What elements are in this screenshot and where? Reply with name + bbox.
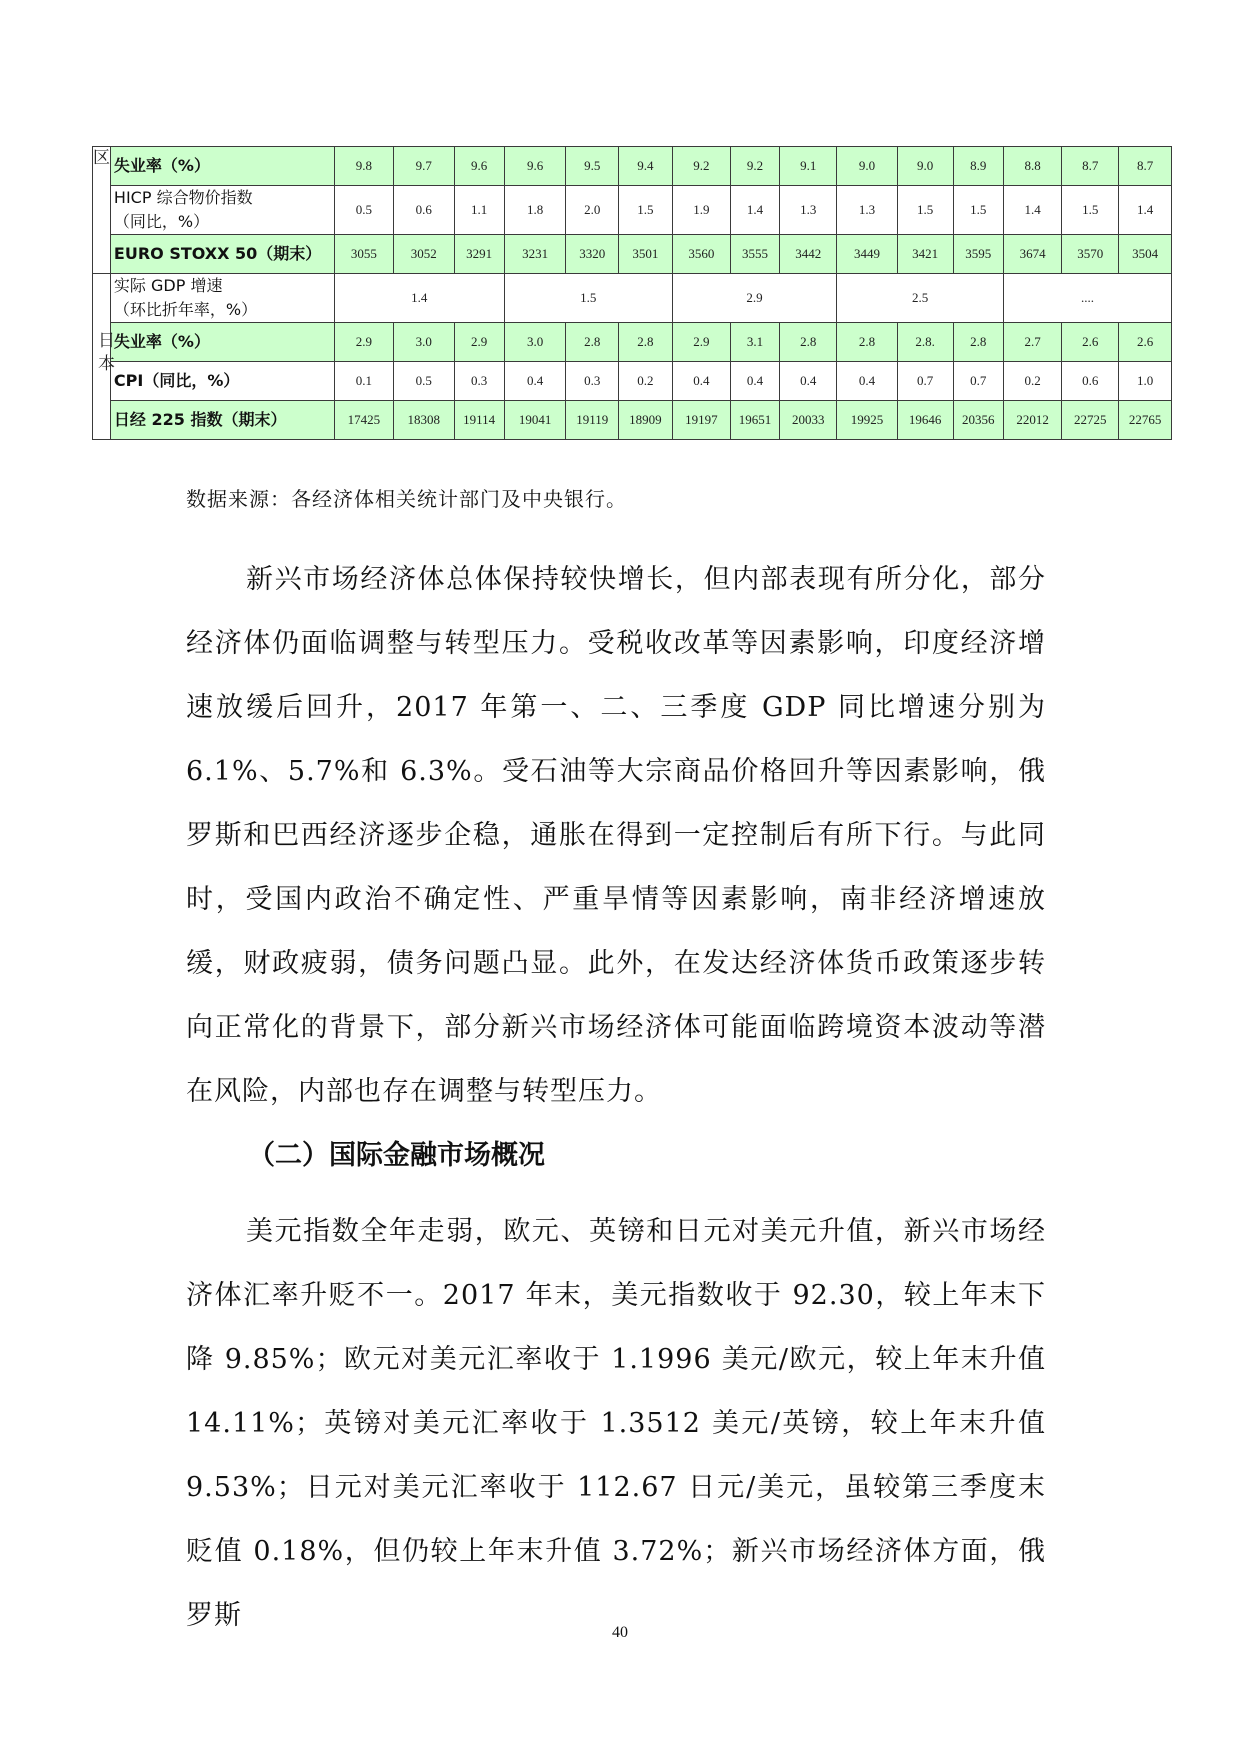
table-cell: 3231 xyxy=(504,235,566,274)
table-cell: 1.5 xyxy=(897,186,953,235)
table-cell: 0.3 xyxy=(566,362,619,401)
row-label xyxy=(110,274,334,323)
table-cell: 0.5 xyxy=(394,362,454,401)
table-cell: 3674 xyxy=(1003,235,1061,274)
table-cell: 0.4 xyxy=(837,362,897,401)
table-cell: 2.8. xyxy=(897,323,953,362)
table-cell: 2.0 xyxy=(566,186,619,235)
table-cell: 2.7 xyxy=(1003,323,1061,362)
table-cell: 1.9 xyxy=(672,186,730,235)
table-cell: 0.6 xyxy=(394,186,454,235)
table-cell: 2.9 xyxy=(334,323,393,362)
region-cell-japan xyxy=(93,274,114,440)
table-cell: 0.4 xyxy=(504,362,566,401)
table-cell: 2.6 xyxy=(1119,323,1172,362)
table-cell: 19041 xyxy=(504,401,566,440)
table-cell: 3449 xyxy=(837,235,897,274)
table-cell: 19646 xyxy=(897,401,953,440)
table-cell: 9.0 xyxy=(837,147,897,186)
table-cell: 9.1 xyxy=(780,147,837,186)
table-cell: 1.3 xyxy=(837,186,897,235)
table-cell: 3501 xyxy=(619,235,673,274)
table-cell: 0.3 xyxy=(454,362,504,401)
table-cell: 1.8 xyxy=(504,186,566,235)
table-cell: 1.5 xyxy=(619,186,673,235)
table-cell: 1.1 xyxy=(454,186,504,235)
row-label-line1: HICP 综合物价指数 xyxy=(113,188,253,207)
table-cell: 0.4 xyxy=(672,362,730,401)
paragraph-exchange-rates: 美元指数全年走弱，欧元、英镑和日元对美元升值，新兴市场经济体汇率升贬不一。2017 年末，美元指数收于 92.30，较上年末下降 9.85%；欧元对美元汇率收于 1.1996 美元/欧元，较上年末升值 14.11%；英镑对美元汇率收于 1.3512 美元/英镑，较上年末升值 9.53%；日元对美元汇率收于 112.67 日元/美元，虽较第三季度末贬值 0.18%，但仍较上年末升值 3.72%；新兴市场经济体方面，俄罗斯 xyxy=(186,1216,1046,1631)
table-cell: 22765 xyxy=(1119,401,1172,440)
table-cell: 3052 xyxy=(394,235,454,274)
table-cell: 3055 xyxy=(334,235,393,274)
table-cell: 19197 xyxy=(672,401,730,440)
table-cell: 8.8 xyxy=(1003,147,1061,186)
table-cell: 1.5 xyxy=(953,186,1003,235)
table-cell: 0.1 xyxy=(334,362,393,401)
quarter-cell: 1.4 xyxy=(334,274,504,323)
table-row xyxy=(93,323,1172,362)
row-label: EURO STOXX 50（期末） xyxy=(110,235,334,274)
table-cell: 9.8 xyxy=(334,147,393,186)
table-cell: 2.8 xyxy=(837,323,897,362)
table-cell: 3.1 xyxy=(730,323,779,362)
table-cell: 0.2 xyxy=(1003,362,1061,401)
quarter-cell: 2.5 xyxy=(837,274,1004,323)
row-label-line1: 实际 GDP 增速 xyxy=(113,276,223,295)
row-label-line2: （环比折年率，%） xyxy=(113,300,258,319)
table-cell: 3570 xyxy=(1062,235,1119,274)
table-cell: 18308 xyxy=(394,401,454,440)
economic-indicators-table xyxy=(92,146,1172,440)
table-row xyxy=(93,274,1172,323)
row-label xyxy=(110,186,334,235)
table-cell: 0.7 xyxy=(897,362,953,401)
table-cell: 3560 xyxy=(672,235,730,274)
data-source-note: 数据来源：各经济体相关统计部门及中央银行。 xyxy=(186,487,627,511)
section-heading: （二）国际金融市场概况 xyxy=(248,1140,545,1171)
table-cell: 0.4 xyxy=(730,362,779,401)
table-cell: 3291 xyxy=(454,235,504,274)
table-cell: 2.8 xyxy=(780,323,837,362)
table-cell: 3595 xyxy=(953,235,1003,274)
region-cell-euro: 区 xyxy=(93,147,111,274)
table-cell: 2.9 xyxy=(672,323,730,362)
table-cell: 3.0 xyxy=(504,323,566,362)
page-number: 40 xyxy=(612,1624,628,1641)
table-cell: 0.4 xyxy=(780,362,837,401)
table-cell: 2.6 xyxy=(1062,323,1119,362)
region-label-japan: 日本 xyxy=(94,330,114,377)
table-cell: 18909 xyxy=(619,401,673,440)
table-cell: 1.4 xyxy=(1003,186,1061,235)
table-cell: 3442 xyxy=(780,235,837,274)
table-cell: 2.8 xyxy=(619,323,673,362)
table-cell: 19925 xyxy=(837,401,897,440)
table-cell: 9.7 xyxy=(394,147,454,186)
row-label: 日经 225 指数（期末） xyxy=(110,401,334,440)
table-cell: 3555 xyxy=(730,235,779,274)
table-row xyxy=(93,362,1172,401)
table-cell: 9.6 xyxy=(454,147,504,186)
table-cell: 9.6 xyxy=(504,147,566,186)
table-cell: 19114 xyxy=(454,401,504,440)
table-cell: 9.5 xyxy=(566,147,619,186)
table-cell: 9.4 xyxy=(619,147,673,186)
table-cell: 1.3 xyxy=(780,186,837,235)
table-cell: 19651 xyxy=(730,401,779,440)
table-cell: 0.7 xyxy=(953,362,1003,401)
row-label-line2: （同比，%） xyxy=(113,212,210,231)
table-cell: 1.4 xyxy=(1119,186,1172,235)
table-row xyxy=(93,401,1172,440)
table-cell: 1.5 xyxy=(1062,186,1119,235)
table-cell: 22725 xyxy=(1062,401,1119,440)
table-row xyxy=(93,147,1172,186)
quarter-cell: .... xyxy=(1003,274,1171,323)
table-cell: 2.9 xyxy=(454,323,504,362)
table-cell: 3.0 xyxy=(394,323,454,362)
table-cell: 1.0 xyxy=(1119,362,1172,401)
table-cell: 8.9 xyxy=(953,147,1003,186)
quarter-cell: 2.9 xyxy=(672,274,837,323)
table-cell: 2.8 xyxy=(953,323,1003,362)
quarter-cell: 1.5 xyxy=(504,274,672,323)
table-cell: 9.0 xyxy=(897,147,953,186)
paragraph-emerging-markets: 新兴市场经济体总体保持较快增长，但内部表现有所分化，部分经济体仍面临调整与转型压力。受税收改革等因素影响，印度经济增速放缓后回升，2017 年第一、二、三季度 GDP 同比增速分别为 6.1%、5.7%和 6.3%。受石油等大宗商品价格回升等因素影响，俄罗斯和巴西经济逐步企稳，通胀在得到一定控制后有所下行。与此同时，受国内政治不确定性、严重旱情等因素影响，南非经济增速放缓，财政疲弱，债务问题凸显。此外，在发达经济体货币政策逐步转向正常化的背景下，部分新兴市场经济体可能面临跨境资本波动等潜在风险，内部也存在调整与转型压力。 xyxy=(186,564,1046,1107)
row-label: CPI（同比，%） xyxy=(110,362,334,401)
table-row xyxy=(93,235,1172,274)
table-cell: 20356 xyxy=(953,401,1003,440)
table-cell: 20033 xyxy=(780,401,837,440)
table-cell: 9.2 xyxy=(730,147,779,186)
table-cell: 2.8 xyxy=(566,323,619,362)
table-cell: 0.5 xyxy=(334,186,393,235)
table-cell: 19119 xyxy=(566,401,619,440)
table-cell: 17425 xyxy=(334,401,393,440)
table-cell: 22012 xyxy=(1003,401,1061,440)
table-cell: 3504 xyxy=(1119,235,1172,274)
row-label: 失业率（%） xyxy=(110,147,334,186)
table-cell: 9.2 xyxy=(672,147,730,186)
table-row xyxy=(93,186,1172,235)
table-cell: 8.7 xyxy=(1062,147,1119,186)
table-cell: 0.2 xyxy=(619,362,673,401)
table-cell: 1.4 xyxy=(730,186,779,235)
row-label: 失业率（%） xyxy=(110,323,334,362)
table-cell: 0.6 xyxy=(1062,362,1119,401)
table-cell: 3320 xyxy=(566,235,619,274)
table-cell: 8.7 xyxy=(1119,147,1172,186)
table-cell: 3421 xyxy=(897,235,953,274)
